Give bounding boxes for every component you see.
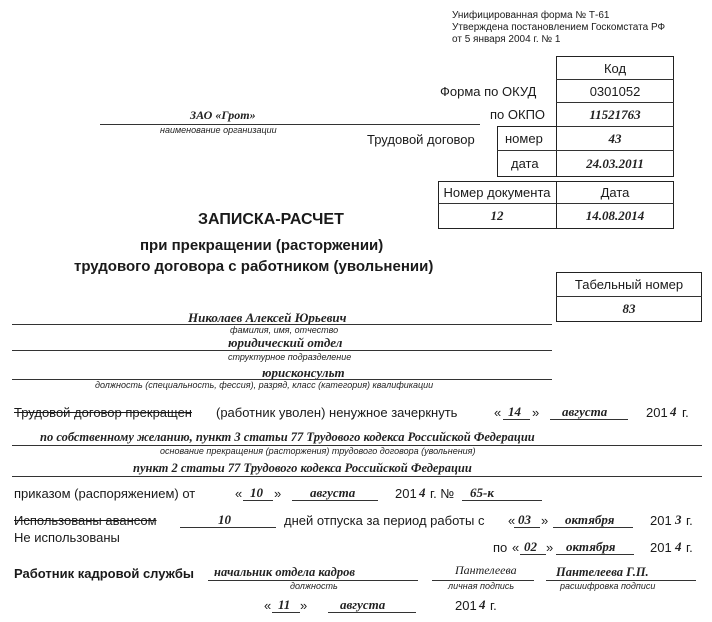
form-header-line2: Утверждена постановлением Госкомстата РФ: [452, 22, 666, 33]
vacation-to-label: по: [493, 540, 508, 555]
employee-dept: юридический отдел: [228, 335, 343, 350]
order-month: августа: [310, 485, 356, 500]
quote-close: »: [541, 513, 549, 528]
org-caption: наименование организации: [160, 125, 277, 135]
hr-year-digit: 4: [479, 597, 486, 612]
contract-date-value: 24.03.2011: [586, 155, 644, 171]
hr-position: начальник отдела кадров: [214, 565, 355, 579]
doc-date-header: Дата: [600, 185, 630, 200]
okpo-value: 11521763: [589, 106, 641, 122]
quote-close: »: [274, 486, 282, 501]
termination-ground-2: пункт 2 статьи 77 Трудового кодекса Российской Федерации: [133, 461, 472, 475]
termination-year-prefix: 201: [646, 405, 668, 420]
vacation-from-day: 03: [518, 512, 531, 527]
vacation-from-year-suffix: г.: [686, 513, 693, 528]
date-label: дата: [511, 156, 539, 171]
termination-rest-text: (работник уволен) ненужное зачеркнуть: [216, 405, 458, 420]
termination-ground: по собственному желанию, пункт 3 статьи 77 Трудового кодекса Российской Федерации: [40, 430, 535, 444]
order-label: приказом (распоряжением) от: [14, 486, 196, 501]
vacation-days-text: дней отпуска за период работы с: [284, 513, 485, 528]
hr-decode: Пантелеева Г.П.: [556, 565, 649, 579]
quote-open: «: [512, 540, 520, 555]
vacation-used-label: Использованы авансом: [14, 513, 157, 528]
employee-name: Николаев Алексей Юрьевич: [188, 310, 347, 325]
employee-position-caption: должность (специальность, фессия), разряд, класс (категория) квалификации: [95, 380, 434, 390]
order-day: 10: [250, 485, 263, 500]
vacation-to-year-digit: 4: [675, 539, 682, 554]
vacation-from-year-digit: 3: [675, 512, 682, 527]
employee-position: юрисконсульт: [262, 365, 345, 380]
vacation-to-year-prefix: 201: [650, 540, 672, 555]
quote-open: «: [235, 486, 243, 501]
termination-year-suffix: г.: [682, 405, 689, 420]
quote-open: «: [494, 405, 502, 420]
number-label: номер: [505, 131, 543, 146]
doc-number-header: Номер документа: [443, 185, 551, 200]
document-title: ЗАПИСКА-РАСЧЕТ: [198, 211, 344, 228]
termination-month: августа: [562, 404, 608, 419]
order-year-digit: 4: [419, 485, 426, 500]
document-subtitle-1: при прекращении (расторжении): [140, 237, 384, 254]
quote-close: »: [546, 540, 554, 555]
okpo-label: по ОКПО: [490, 107, 546, 122]
order-number: 65-к: [470, 485, 494, 500]
contract-number-value: 43: [608, 130, 622, 146]
hr-month: августа: [340, 597, 386, 612]
form-header-line3: от 5 января 2004 г. № 1: [452, 34, 561, 45]
hr-year-suffix: г.: [490, 598, 497, 613]
hr-signature-caption: личная подпись: [448, 581, 515, 591]
hr-decode-caption: расшифровка подписи: [560, 581, 656, 591]
quote-close: »: [300, 598, 308, 613]
hr-year-prefix: 201: [455, 598, 477, 613]
codes-header: Код: [603, 60, 627, 76]
vacation-days: 10: [218, 512, 231, 527]
quote-open: «: [508, 513, 516, 528]
order-year-suffix: г. №: [430, 486, 455, 501]
quote-open: «: [264, 598, 272, 613]
document-subtitle-2: трудового договора с работником (увольнении): [74, 258, 434, 275]
doc-number-value: 12: [490, 208, 504, 223]
vacation-to-day: 02: [524, 539, 537, 554]
order-year-prefix: 201: [395, 486, 417, 501]
vacation-not-used-label: Не использованы: [14, 530, 120, 545]
employee-name-caption: фамилия, имя, отчество: [230, 325, 339, 335]
employee-dept-caption: структурное подразделение: [228, 352, 352, 362]
org-name: ЗАО «Грот»: [190, 108, 256, 122]
contract-label: Трудовой договор: [367, 132, 475, 147]
okud-label: Форма по ОКУД: [440, 84, 537, 99]
vacation-from-month: октября: [565, 512, 615, 527]
tabel-value: 83: [622, 301, 636, 316]
doc-date-value: 14.08.2014: [585, 208, 645, 223]
hr-day: 11: [278, 597, 291, 612]
termination-day: 14: [508, 404, 521, 419]
vacation-to-month: октября: [566, 539, 616, 554]
tabel-header: Табельный номер: [574, 277, 684, 292]
termination-ground-caption: основание прекращения (расторжения) трудового договора (увольнения): [160, 446, 476, 456]
termination-struck-text: Трудовой договор прекращен: [14, 405, 192, 420]
hr-position-caption: должность: [290, 581, 338, 591]
hr-label: Работник кадровой службы: [14, 566, 194, 581]
vacation-to-year-suffix: г.: [686, 540, 693, 555]
hr-signature: Пантелеева: [455, 563, 517, 577]
okud-value: 0301052: [589, 83, 641, 99]
form-header-line1: Унифицированная форма № Т-61: [452, 10, 610, 21]
vacation-from-year-prefix: 201: [650, 513, 672, 528]
termination-year-digit: 4: [670, 404, 677, 419]
quote-close: »: [532, 405, 540, 420]
